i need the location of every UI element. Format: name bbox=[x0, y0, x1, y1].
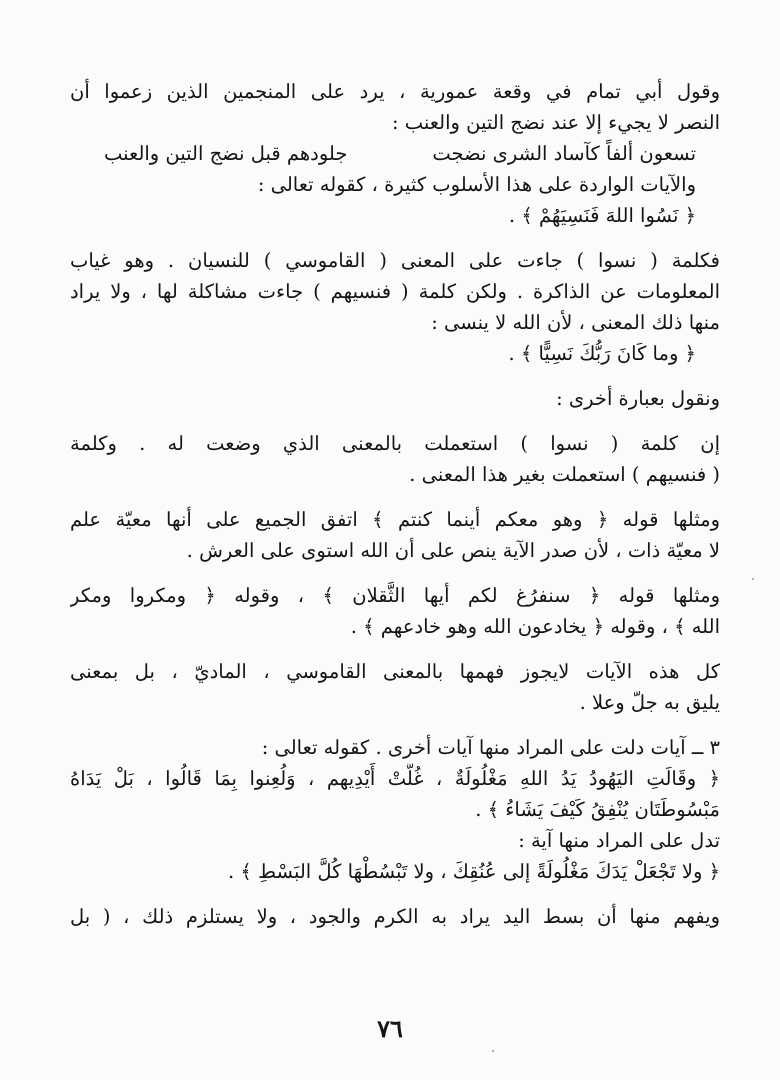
poem-verse bbox=[70, 138, 720, 169]
text-line: والآيات الواردة على هذا الأسلوب كثيرة ، كقوله تعالى : bbox=[257, 173, 696, 196]
scan-speck bbox=[492, 1050, 494, 1052]
poem-hemistich: تسعون ألفاً كآساد الشرى نضجت bbox=[432, 142, 696, 165]
text-line: النصر لا يجيء إلا عند نضج التين والعنب : bbox=[391, 111, 720, 134]
poem-hemistich: جلودهم قبل نضج التين والعنب bbox=[104, 142, 348, 165]
text-line: لا معيّة ذات ، لأن صدر الآية ينص على أن الله استوى على العرش . bbox=[186, 539, 720, 562]
text-line: المعلومات عن الذاكرة . ولكن كلمة ( فنسيهم ) جاءت مشاكلة لها ، ولا يراد bbox=[70, 280, 720, 303]
page-number: ٧٦ bbox=[377, 1014, 403, 1043]
quran-verse: ﴿ وما كَانَ رَبُّكَ نَسِيًّا ﴾ . bbox=[508, 342, 696, 365]
text-line: منها ذلك المعنى ، لأن الله لا ينسى : bbox=[431, 311, 720, 334]
section-heading: ٣ ــ آيات دلت على المراد منها آيات أخرى . كقوله تعالى : bbox=[261, 736, 720, 759]
text-line: كل هذه الآيات لايجوز فهمها بالمعنى القاموسي ، الماديّ ، بل بمعنى bbox=[70, 660, 720, 683]
text-line: ومثلها قوله ﴿ وهو معكم أينما كنتم ﴾ اتفق الجميع على أنها معيّة علم bbox=[70, 508, 720, 531]
quran-verse: ﴿ ولا تَجْعَلْ يَدَكَ مَغْلُولَةً إلى عُنُقِكَ ، ولا تَبْسُطْهَا كُلَّ البَسْطِ ﴾ . bbox=[228, 860, 720, 883]
scan-speck bbox=[752, 578, 754, 580]
text-line: وقول أبي تمام في وقعة عمورية ، يرد على المنجمين الذين زعموا أن bbox=[70, 80, 720, 103]
text-line: ويفهم منها أن بسط اليد يراد به الكرم والجود ، ولا يستلزم ذلك ، ( بل bbox=[70, 905, 720, 928]
text-line: ( فنسيهم ) استعملت بغير هذا المعنى . bbox=[409, 463, 720, 486]
text-line: فكلمة ( نسوا ) جاءت على المعنى ( القاموسي ) للنسيان . وهو غياب bbox=[70, 249, 720, 272]
text-line: إن كلمة ( نسوا ) استعملت بالمعنى الذي وضعت له . وكلمة bbox=[70, 432, 720, 455]
text-line: الله ﴾ ، وقوله ﴿ يخادعون الله وهو خادعهم ﴾ . bbox=[350, 615, 720, 638]
quran-verse: ﴿ نَسُوا اللهَ فَنَسِيَهُمْ ﴾ . bbox=[508, 204, 696, 227]
quran-verse: ﴿ وقَالَتِ اليَهُودُ يَدُ اللهِ مَغْلُولَةٌ ، غُلَّتْ أَيْدِيهم ، وَلُعِنوا بِمَا قَالُوا ، بَلْ يَدَاهُ bbox=[70, 767, 720, 790]
text-line: تدل على المراد منها آية : bbox=[518, 829, 720, 852]
quran-verse: مَبْسُوطَتَان يُنْفِقُ كَيْفَ يَشَاءُ ﴾ . bbox=[475, 798, 720, 821]
text-line: يليق به جلّ وعلا . bbox=[579, 691, 720, 714]
page-body bbox=[70, 76, 720, 932]
text-line: ونقول بعبارة أخرى : bbox=[556, 387, 720, 410]
text-line: ومثلها قوله ﴿ سنفرُغ لكم أيها الثَّقلان ﴾ ، وقوله ﴿ ومكروا ومكر bbox=[70, 584, 720, 607]
